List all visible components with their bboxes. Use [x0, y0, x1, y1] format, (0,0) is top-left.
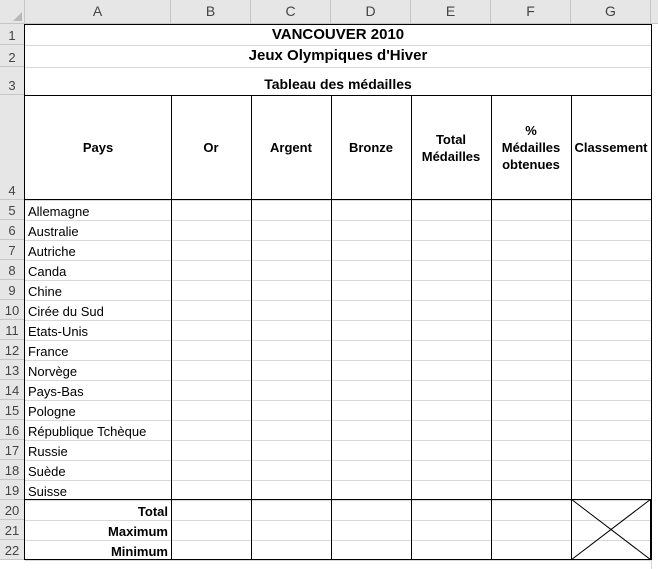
data-cell[interactable] [171, 260, 251, 280]
data-cell[interactable] [571, 460, 651, 480]
row-header-3[interactable]: 3 [0, 67, 25, 95]
data-cell[interactable] [171, 480, 251, 500]
country-cell[interactable]: Cirée du Sud [28, 304, 104, 319]
header-pct-medailles [491, 95, 571, 200]
header-pays [25, 95, 171, 200]
data-cell[interactable] [251, 200, 331, 220]
header-pct-medailles-text: % [525, 123, 537, 138]
data-cell[interactable] [411, 440, 491, 460]
country-cell[interactable]: Canda [28, 264, 67, 279]
data-cell[interactable] [331, 460, 411, 480]
stat-label-minimum[interactable]: Minimum [110, 544, 168, 559]
row-header-8[interactable]: 8 [0, 260, 25, 280]
column-header-f[interactable]: F [491, 0, 571, 24]
data-cell[interactable] [411, 420, 491, 440]
table-border [651, 24, 652, 560]
header-total-medailles [411, 95, 491, 200]
data-cell[interactable] [491, 200, 571, 220]
row-header-6[interactable]: 6 [0, 220, 25, 240]
data-cell[interactable] [251, 360, 331, 380]
table-border [25, 24, 651, 25]
data-cell[interactable] [571, 400, 651, 420]
data-cell[interactable] [331, 440, 411, 460]
header-pays-text: Pays [82, 140, 114, 155]
row-header-20[interactable]: 20 [0, 500, 25, 520]
data-cell[interactable] [171, 320, 251, 340]
header-classement-text: Classement [574, 140, 648, 155]
table-subtitle: Tableau des médailles [264, 76, 412, 92]
row-header-22[interactable]: 22 [0, 540, 25, 560]
header-classement [571, 95, 651, 200]
data-cell[interactable] [491, 280, 571, 300]
country-cell[interactable]: Norvège [28, 364, 78, 379]
column-header-overflow [651, 0, 658, 24]
data-cell[interactable] [411, 520, 491, 540]
data-cell[interactable] [571, 200, 651, 220]
header-total-medailles-text: Médailles [421, 148, 481, 164]
row-header-19[interactable]: 19 [0, 480, 25, 500]
country-cell[interactable]: Pays-Bas [28, 384, 84, 399]
select-all-triangle-icon [13, 12, 22, 21]
data-cell[interactable] [331, 540, 411, 560]
row-header-13[interactable]: 13 [0, 360, 25, 380]
data-cell[interactable] [571, 220, 651, 240]
country-cell[interactable]: République Tchèque [28, 424, 147, 439]
row-header-11[interactable]: 11 [0, 320, 25, 340]
data-cell[interactable] [491, 400, 571, 420]
data-cell[interactable] [411, 380, 491, 400]
data-cell[interactable] [251, 280, 331, 300]
data-cell[interactable] [491, 520, 571, 540]
column-header-g[interactable]: G [571, 0, 651, 24]
row-header-12[interactable]: 12 [0, 340, 25, 360]
title-line1: VANCOUVER 2010 [271, 26, 405, 43]
data-cell[interactable] [491, 540, 571, 560]
data-cell[interactable] [491, 340, 571, 360]
column-header-a[interactable]: A [25, 0, 171, 24]
country-cell[interactable]: Allemagne [28, 204, 90, 219]
data-cell[interactable] [491, 460, 571, 480]
select-all-corner[interactable] [0, 0, 25, 24]
data-cell[interactable] [411, 240, 491, 260]
data-cell[interactable] [331, 200, 411, 220]
data-cell[interactable] [171, 360, 251, 380]
gridline [25, 560, 651, 561]
data-cell[interactable] [251, 500, 331, 520]
row-header-21[interactable]: 21 [0, 520, 25, 540]
data-cell[interactable] [491, 360, 571, 380]
data-cell[interactable] [251, 320, 331, 340]
row-header-4[interactable]: 4 [0, 95, 25, 200]
data-cell[interactable] [171, 500, 251, 520]
data-cell[interactable] [251, 540, 331, 560]
country-cell[interactable]: Etats-Unis [28, 324, 88, 339]
column-header-d[interactable]: D [331, 0, 411, 24]
column-header-b[interactable]: B [171, 0, 251, 24]
data-cell[interactable] [411, 320, 491, 340]
country-cell[interactable]: Australie [28, 224, 79, 239]
data-cell[interactable] [331, 480, 411, 500]
header-bronze-text: Bronze [348, 140, 394, 155]
data-cell[interactable] [491, 220, 571, 240]
data-cell[interactable] [331, 500, 411, 520]
data-cell[interactable] [171, 520, 251, 540]
header-or [171, 95, 251, 200]
data-cell[interactable] [331, 240, 411, 260]
data-cell[interactable] [331, 300, 411, 320]
data-cell[interactable] [491, 500, 571, 520]
header-pct-medailles-text: Médailles [501, 140, 561, 155]
data-cell[interactable] [171, 380, 251, 400]
data-cell[interactable] [491, 240, 571, 260]
data-cell[interactable] [331, 280, 411, 300]
data-cell[interactable] [251, 300, 331, 320]
data-cell[interactable] [411, 260, 491, 280]
data-cell[interactable] [251, 460, 331, 480]
row-header-2[interactable]: 2 [0, 45, 25, 67]
data-cell[interactable] [171, 200, 251, 220]
data-cell[interactable] [171, 440, 251, 460]
data-cell[interactable] [251, 240, 331, 260]
data-cell[interactable] [571, 300, 651, 320]
data-cell[interactable] [571, 360, 651, 380]
gridline [25, 67, 651, 68]
data-cell[interactable] [411, 200, 491, 220]
data-cell[interactable] [251, 260, 331, 280]
row-header-1[interactable]: 1 [0, 24, 25, 45]
data-cell[interactable] [571, 420, 651, 440]
data-cell[interactable] [331, 520, 411, 540]
row-header-5[interactable]: 5 [0, 200, 25, 220]
data-cell[interactable] [171, 280, 251, 300]
header-argent [251, 95, 331, 200]
data-cell[interactable] [571, 260, 651, 280]
data-cell[interactable] [571, 380, 651, 400]
data-cell[interactable] [251, 340, 331, 360]
data-cell[interactable] [491, 320, 571, 340]
header-or-text: Or [203, 140, 219, 155]
country-cell[interactable]: Suède [28, 464, 66, 479]
data-cell[interactable] [171, 300, 251, 320]
data-cell[interactable] [571, 240, 651, 260]
stat-label-maximum[interactable]: Maximum [108, 524, 168, 539]
data-cell[interactable] [171, 220, 251, 240]
data-cell[interactable] [251, 520, 331, 540]
data-cell[interactable] [331, 420, 411, 440]
data-cell[interactable] [331, 220, 411, 240]
data-cell[interactable] [571, 440, 651, 460]
country-cell[interactable]: Chine [28, 284, 62, 299]
data-cell[interactable] [251, 220, 331, 240]
country-cell[interactable]: Autriche [28, 244, 76, 259]
data-cell[interactable] [251, 380, 331, 400]
data-cell[interactable] [571, 320, 651, 340]
data-cell[interactable] [171, 540, 251, 560]
column-header-c[interactable]: C [251, 0, 331, 24]
header-argent-text: Argent [270, 140, 312, 155]
row-header-14[interactable]: 14 [0, 380, 25, 400]
data-cell[interactable] [411, 300, 491, 320]
data-cell[interactable] [491, 420, 571, 440]
data-cell[interactable] [491, 440, 571, 460]
header-total-medailles-text: Total [435, 131, 467, 147]
data-cell[interactable] [411, 360, 491, 380]
data-cell[interactable] [411, 400, 491, 420]
data-cell[interactable] [331, 340, 411, 360]
data-cell[interactable] [251, 480, 331, 500]
data-cell[interactable] [171, 400, 251, 420]
data-cell[interactable] [331, 380, 411, 400]
data-cell[interactable] [491, 300, 571, 320]
row-header-17[interactable]: 17 [0, 440, 25, 460]
data-cell[interactable] [171, 460, 251, 480]
country-cell[interactable]: France [28, 344, 69, 359]
row-header-10[interactable]: 10 [0, 300, 25, 320]
row-header-15[interactable]: 15 [0, 400, 25, 420]
data-cell[interactable] [251, 400, 331, 420]
data-cell[interactable] [411, 540, 491, 560]
stat-label-total[interactable]: Total [137, 504, 168, 519]
data-cell[interactable] [411, 460, 491, 480]
data-cell[interactable] [571, 280, 651, 300]
table-border [24, 24, 25, 560]
data-cell[interactable] [251, 420, 331, 440]
data-cell[interactable] [251, 440, 331, 460]
data-cell[interactable] [171, 340, 251, 360]
data-cell[interactable] [411, 340, 491, 360]
data-cell[interactable] [491, 260, 571, 280]
row-header-7[interactable]: 7 [0, 240, 25, 260]
row-header-16[interactable]: 16 [0, 420, 25, 440]
header-bronze [331, 95, 411, 200]
data-cell[interactable] [411, 480, 491, 500]
data-cell[interactable] [331, 320, 411, 340]
data-cell[interactable] [331, 400, 411, 420]
header-pct-medailles-text: obtenues [502, 157, 560, 172]
row-header-9[interactable]: 9 [0, 280, 25, 300]
data-cell[interactable] [331, 260, 411, 280]
title-line2: Jeux Olympiques d'Hiver [248, 47, 428, 64]
country-cell[interactable]: Russie [28, 444, 68, 459]
data-cell[interactable] [571, 340, 651, 360]
row-header-18[interactable]: 18 [0, 460, 25, 480]
data-cell[interactable] [331, 360, 411, 380]
column-header-e[interactable]: E [411, 0, 491, 24]
table-border [25, 95, 652, 96]
data-cell[interactable] [171, 420, 251, 440]
data-cell[interactable] [171, 240, 251, 260]
crossed-out-cell-icon [571, 499, 651, 560]
data-cell[interactable] [491, 480, 571, 500]
country-cell[interactable]: Suisse [28, 484, 68, 499]
data-cell[interactable] [491, 380, 571, 400]
data-cell[interactable] [411, 280, 491, 300]
data-cell[interactable] [571, 480, 651, 500]
data-cell[interactable] [411, 220, 491, 240]
country-cell[interactable]: Pologne [28, 404, 76, 419]
data-cell[interactable] [411, 500, 491, 520]
